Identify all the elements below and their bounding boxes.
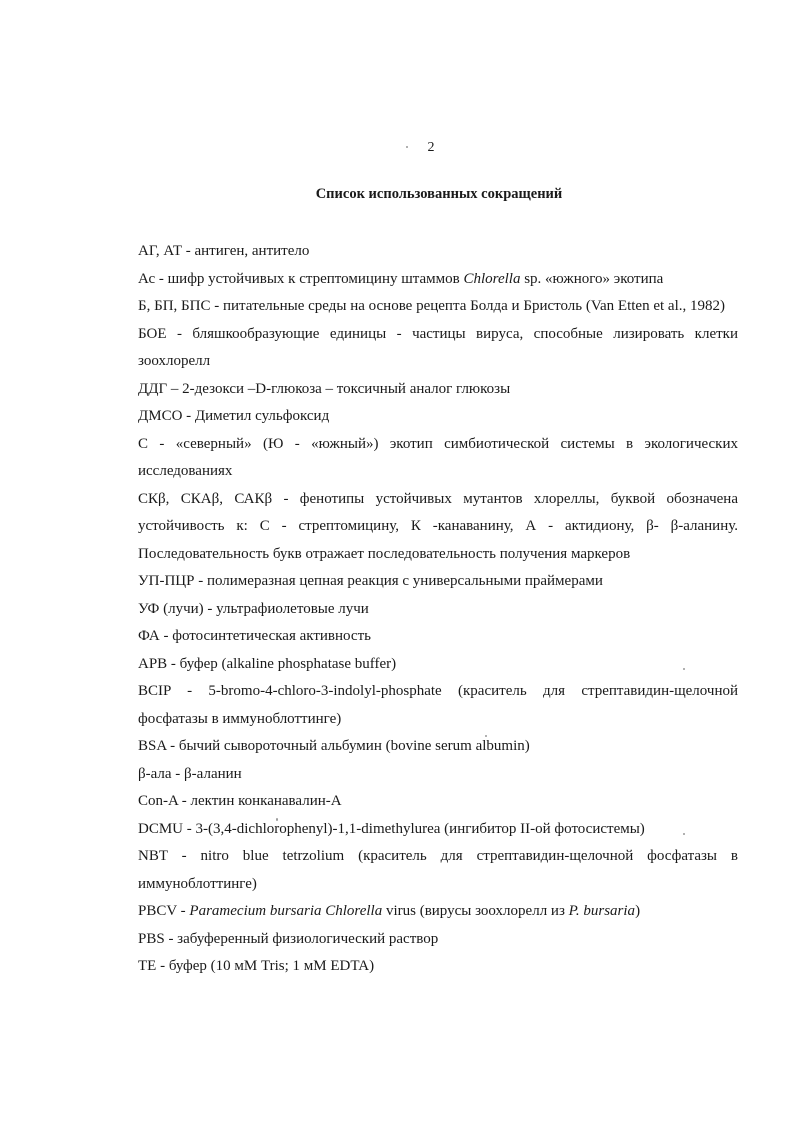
abbreviation-entry: PBCV - Paramecium bursaria Chlorella virus (вирусы зоохлорелл из P. bursaria) xyxy=(138,903,641,919)
page-title: Список использованных сокращений xyxy=(315,186,563,202)
abbreviation-entry: TE - буфер (10 мМ Tris; 1 мМ EDTA) xyxy=(138,958,375,974)
abbreviation-entry: ФА - фотосинтетическая активность xyxy=(138,628,371,644)
abbreviation-entry: NBT - nitro blue tetrzolium (краситель для стрептавидин-щелочной фосфатазы в иммуноблоттинге) xyxy=(138,848,738,892)
abbreviation-entry: УП-ПЦР - полимеразная цепная реакция с универсальными праймерами xyxy=(138,573,603,589)
abbreviation-entry: β-ала - β-аланин xyxy=(138,765,242,782)
abbreviation-entry: BCIP - 5-bromo-4-chloro-3-indolyl-phosphate (краситель для стрептавидин-щелочной фосфатазы в иммуноблоттинге) xyxy=(138,683,738,727)
abbreviation-entry: С - «северный» (Ю - «южный») экотип симбиотической системы в экологических исследованиях xyxy=(138,435,738,479)
page-number: 2 xyxy=(427,140,435,155)
abbreviation-entry: УФ (лучи) - ультрафиолетовые лучи xyxy=(138,600,369,617)
scan-speck xyxy=(276,818,278,821)
scan-speck xyxy=(683,668,685,670)
abbreviation-entry: Ас - шифр устойчивых к стрептомицину штаммов Chlorella sp. «южного» экотипа xyxy=(138,270,664,287)
scan-speck xyxy=(406,146,408,148)
abbreviation-entry: DCMU - 3-(3,4-dichlorophenyl)-1,1-dimethylurea (ингибитор II-ой фотосистемы) xyxy=(138,820,645,837)
abbreviation-entry: PBS - забуференный физиологический раствор xyxy=(138,930,439,947)
abbreviation-entry: APB - буфер (alkaline phosphatase buffer) xyxy=(138,655,397,672)
abbreviation-entry: BSA - бычий сывороточный альбумин (bovine serum albumin) xyxy=(138,738,530,754)
abbreviation-entry: Con-A - лектин конканавалин-А xyxy=(138,793,342,809)
abbreviation-entry: БОЕ - бляшкообразующие единицы - частицы вируса, способные лизировать клетки зоохлорелл xyxy=(138,325,738,369)
abbreviation-entry: ДДГ – 2-дезокси –D-глюкоза – токсичный аналог глюкозы xyxy=(138,380,511,397)
abbreviation-entry: ДМСО - Диметил сульфоксид xyxy=(138,408,330,424)
abbreviation-list xyxy=(138,238,738,981)
abbreviation-entry: СКβ, СКАβ, САКβ - фенотипы устойчивых мутантов хлореллы, буквой обозначена устойчивость к: С - стрептомицину, К -канаванину, А - актидиону, β- β-аланину. Последовательность букв отражает последовательность получения маркеров xyxy=(138,490,738,562)
abbreviation-entry: АГ, АТ - антиген, антитело xyxy=(138,243,310,259)
scan-speck xyxy=(485,735,487,737)
scan-speck xyxy=(683,833,685,835)
abbreviation-entry: Б, БП, БПС - питательные среды на основе рецепта Болда и Бристоль (Van Etten et al., 1982) xyxy=(138,298,725,314)
